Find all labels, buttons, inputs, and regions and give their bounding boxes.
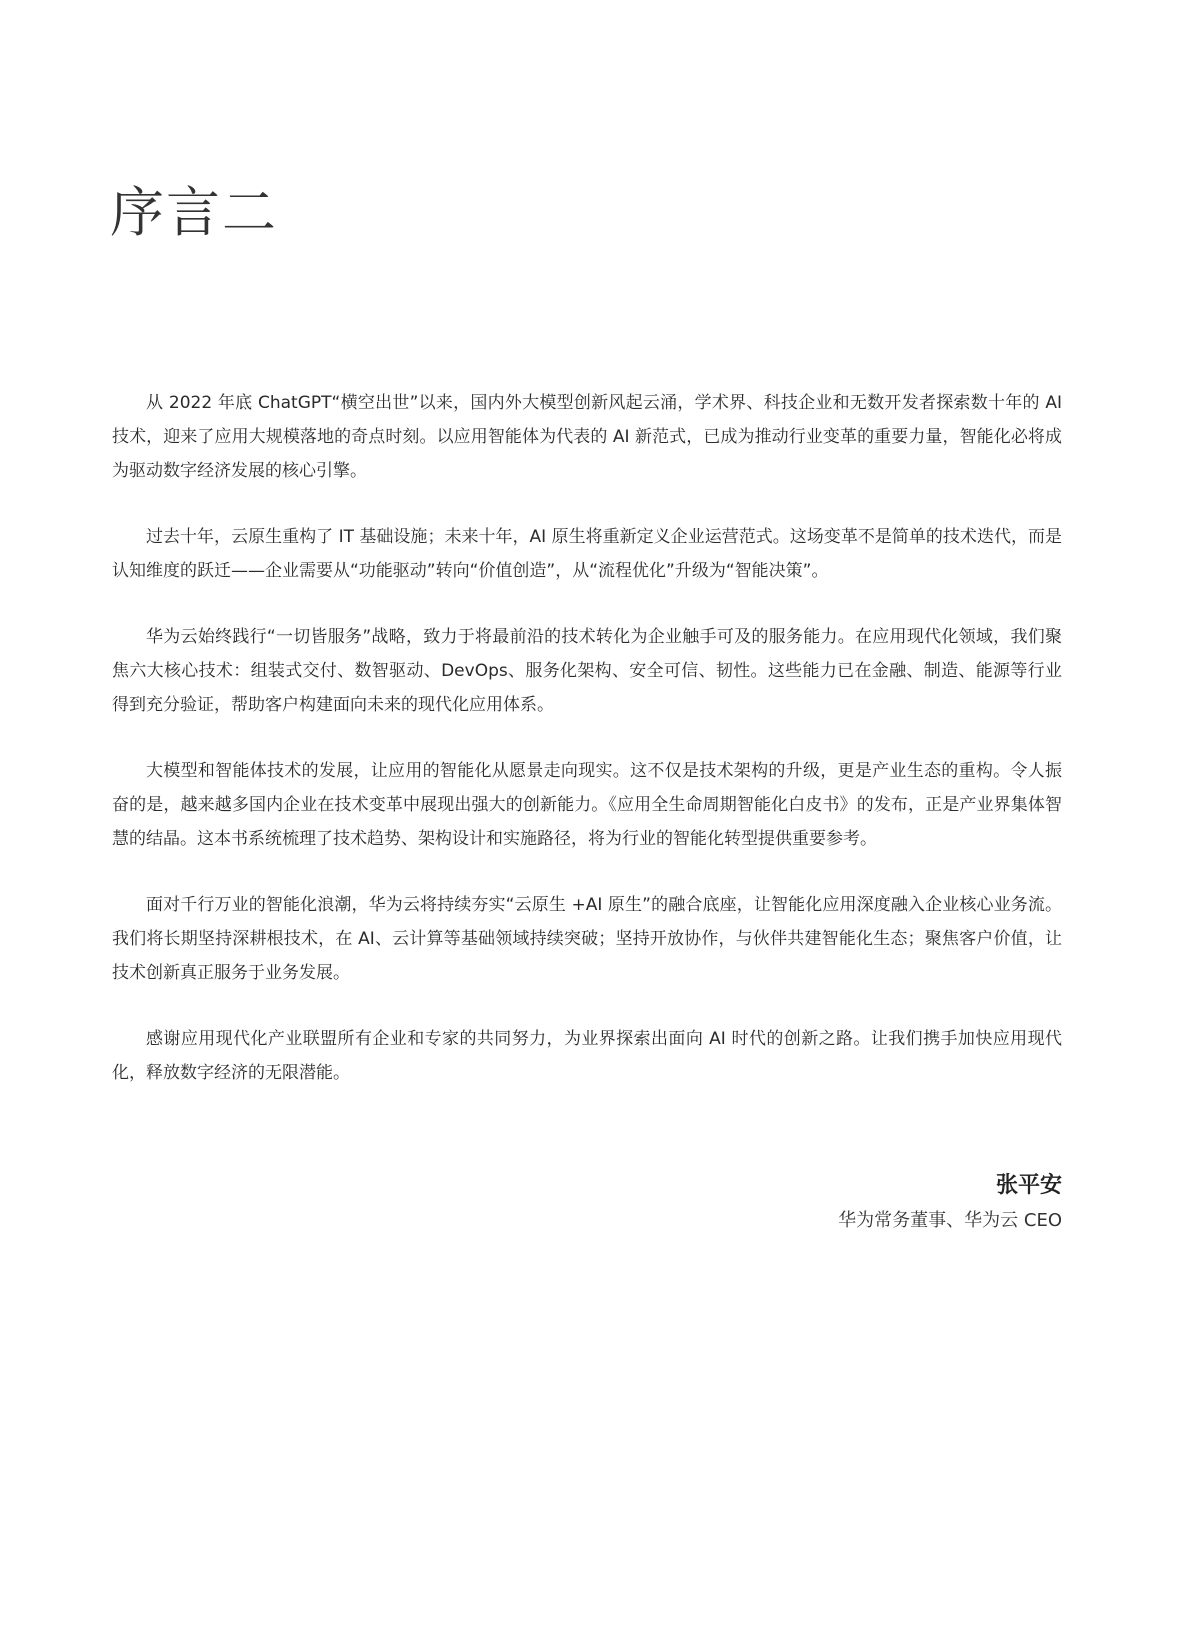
paragraph-1: 从 2022 年底 ChatGPT“横空出世”以来，国内外大模型创新风起云涌，学术界、科技企业和无数开发者探索数十年的 AI 技术，迎来了应用大规模落地的奇点时刻。以应用智能体为代表的 AI 新范式，已成为推动行业变革的重要力量，智能化必将成为驱动数字经济发展的核心引擎。 <box>112 393 1062 481</box>
page-title: 序言二 <box>110 181 278 244</box>
paragraph-6: 感谢应用现代化产业联盟所有企业和专家的共同努力，为业界探索出面向 AI 时代的创新之路。让我们携手加快应用现代化，释放数字经济的无限潜能。 <box>112 1029 1062 1083</box>
paragraph-5: 面对千行万业的智能化浪潮，华为云将持续夯实“云原生 +AI 原生”的融合底座，让智能化应用深度融入企业核心业务流。我们将长期坚持深耕根技术，在 AI、云计算等基础领域持续突破；坚持开放协作，与伙伴共建智能化生态；聚焦客户价值，让技术创新真正服务于业务发展。 <box>112 895 1062 983</box>
author-title: 华为常务董事、华为云 CEO <box>838 1210 1062 1231</box>
paragraph-4: 大模型和智能体技术的发展，让应用的智能化从愿景走向现实。这不仅是技术架构的升级，更是产业生态的重构。令人振奋的是，越来越多国内企业在技术变革中展现出强大的创新能力。《应用全生命周期智能化白皮书》的发布，正是产业界集体智慧的结晶。这本书系统梳理了技术趋势、架构设计和实施路径，将为行业的智能化转型提供重要参考。 <box>112 761 1062 849</box>
preface-body <box>112 386 1062 1122</box>
signature-block <box>838 1170 1062 1234</box>
paragraph-2: 过去十年，云原生重构了 IT 基础设施；未来十年，AI 原生将重新定义企业运营范式。这场变革不是简单的技术迭代，而是认知维度的跃迁——企业需要从“功能驱动”转向“价值创造”，从“流程优化”升级为“智能决策”。 <box>112 527 1062 581</box>
author-name: 张平安 <box>995 1173 1062 1198</box>
paragraph-3: 华为云始终践行“一切皆服务”战略，致力于将最前沿的技术转化为企业触手可及的服务能力。在应用现代化领域，我们聚焦六大核心技术：组装式交付、数智驱动、DevOps、服务化架构、安全可信、韧性。这些能力已在金融、制造、能源等行业得到充分验证，帮助客户构建面向未来的现代化应用体系。 <box>112 627 1062 715</box>
